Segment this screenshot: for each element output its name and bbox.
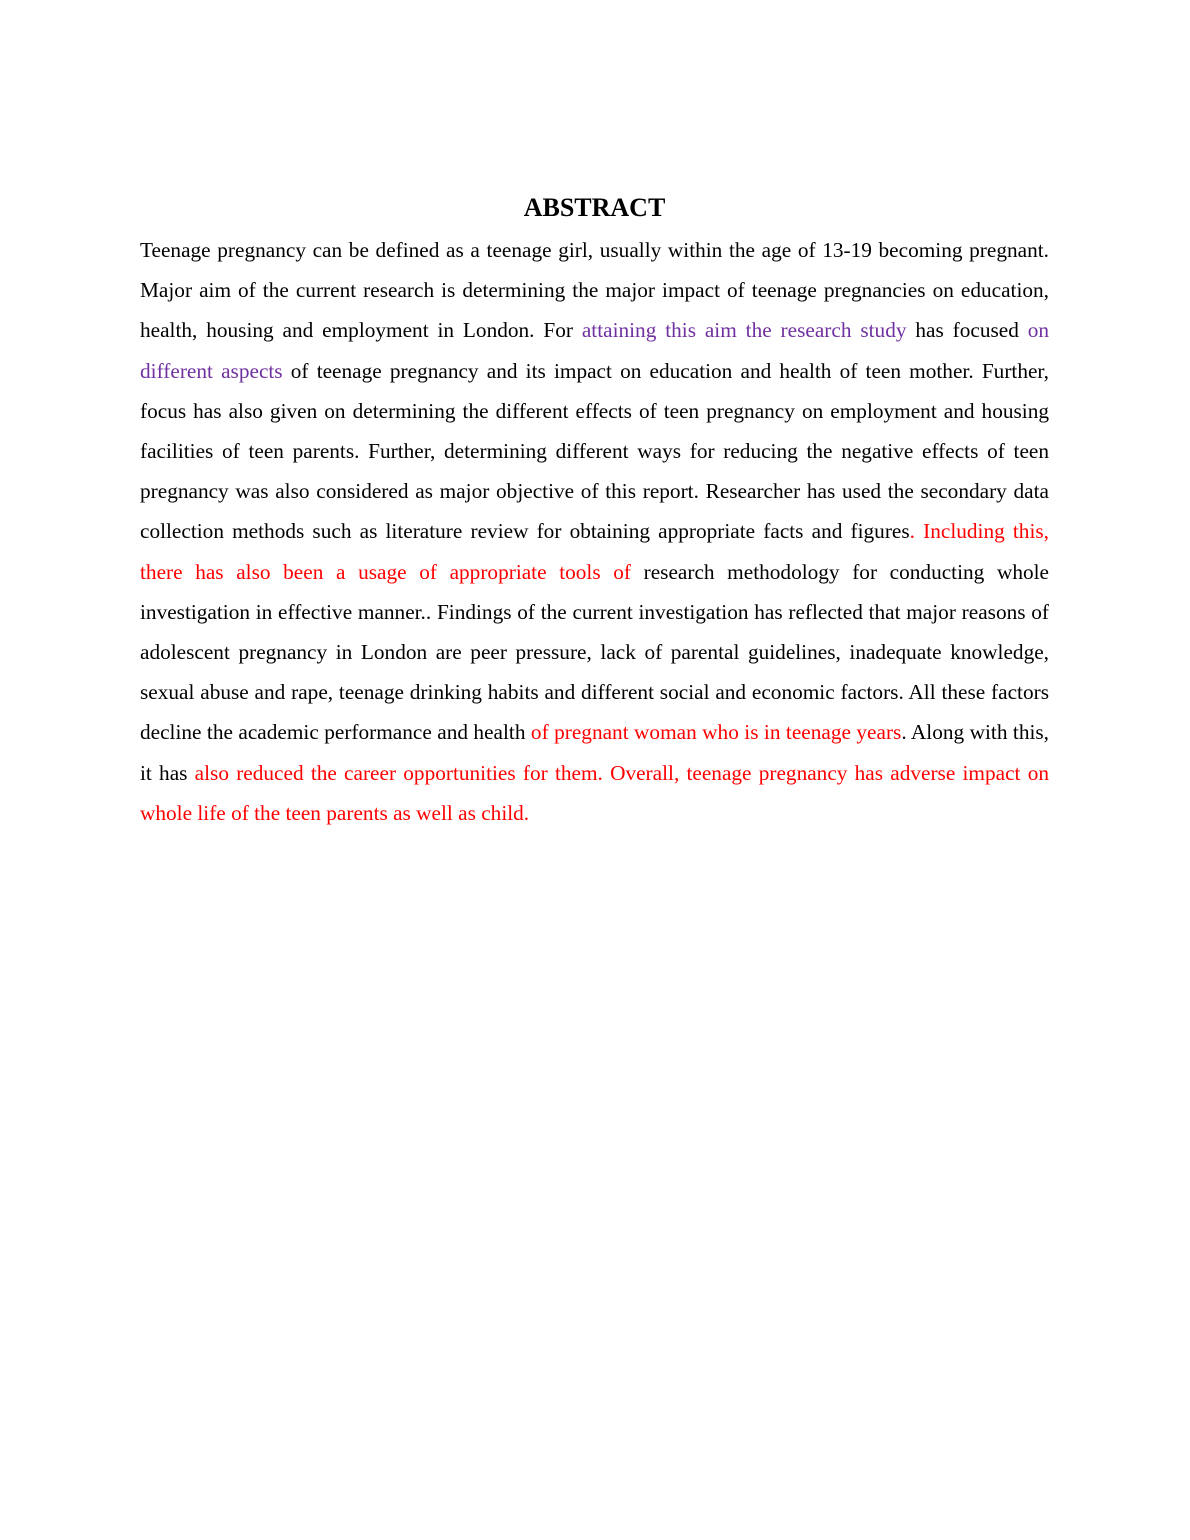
highlighted-text-segment: of pregnant woman who is in teenage years	[530, 720, 902, 745]
text-segment: research methodology for conducting whole investigation in effective manner.. Findings of the current investigation has reflected that major reasons of adolescent pregnancy in London are peer pressure, lack of parental guidelines, inadequate knowledge, sexual abuse and rape, teenage drinking habits and different social and economic factors. All these factors decline the academic performance and health	[140, 559, 1049, 745]
document-content	[140, 190, 1049, 833]
text-segment: of teenage pregnancy and its impact on education and health of teen mother. Further, focus has also given on determining the different effects of teen pregnancy on employment and housing facilities of teen parents. Further, determining different ways for reducing the negative effects of teen pregnancy was also considered as major objective of this report. Researcher has used the secondary data collection methods such as literature review for obtaining appropriate facts and figures	[140, 358, 1049, 544]
highlighted-text-segment: . Including this, there has also been a usage of appropriate tools of	[140, 519, 1049, 584]
abstract-paragraph	[140, 230, 1049, 833]
highlighted-text-segment: also reduced the career opportunities for them. Overall, teenage pregnancy has adverse impact on whole life of the teen parents as well as child.	[140, 760, 1049, 825]
highlighted-text-segment: attaining this aim the research study	[581, 318, 907, 343]
text-segment: Teenage pregnancy can be defined as a teenage girl, usually within the age of 13-19 becoming pregnant. Major aim of the current research is determining the major impact of teenage pregnancies on education, health, housing and employment in London. For	[140, 238, 1049, 343]
text-segment: . Along with this, it has	[140, 720, 1050, 785]
abstract-heading: ABSTRACT	[523, 193, 666, 222]
highlighted-text-segment: on different aspects	[140, 318, 1050, 383]
text-segment: has focused	[906, 318, 1028, 343]
